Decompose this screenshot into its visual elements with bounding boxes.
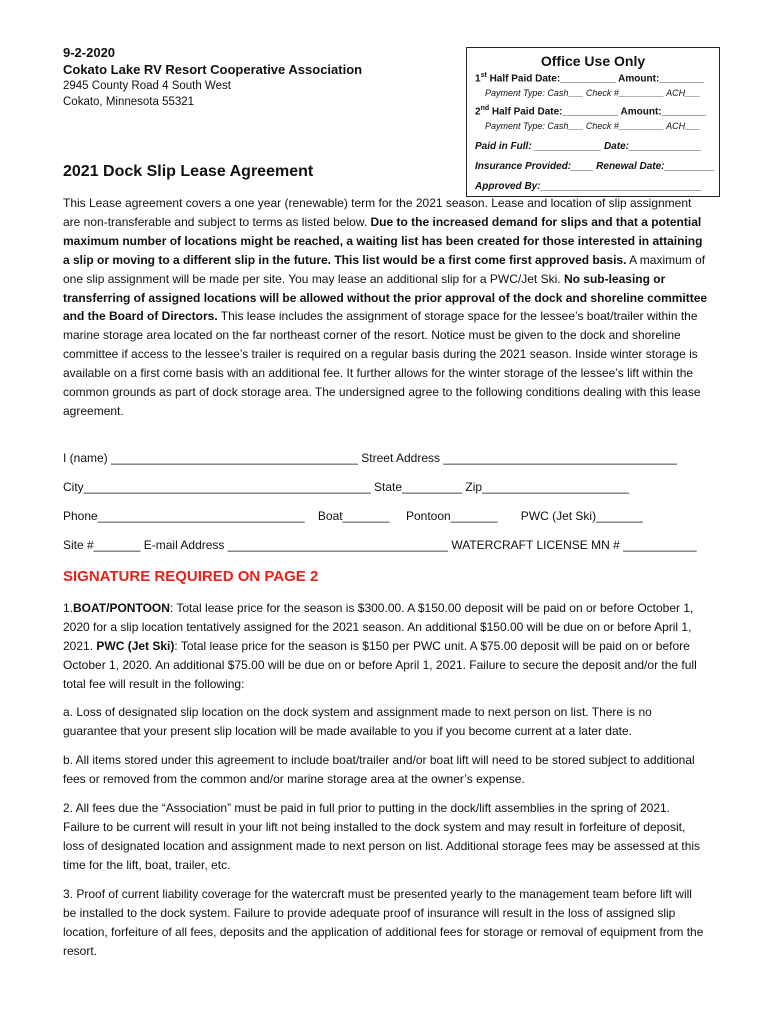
office-use-box [466,47,720,197]
address-line-2: Cokato, Minnesota 55321 [63,96,195,108]
first-half-paid-line: 1st Half Paid Date:__________ Amount:________ [475,72,704,85]
form-line-city-state-zip[interactable]: City___________________________________________ State_________ Zip______________________ [63,480,629,494]
form-line-name-street[interactable]: I (name) _____________________________________ Street Address ___________________________________ [63,451,677,465]
paid-in-full-line: Paid in Full: ____________ Date:_____________ [475,141,702,152]
term-2-paragraph: 2. All fees due the “Association” must be paid in full prior to putting in the dock/lift assemblies in the spring of 2021. Failure to be current will result in your lift not being installed to the dock system and may result in forfeiture of deposit, loss of designated location and assignment made to next person on list. Additional storage fees may be assessed at this time for the lift, boat, trailer, etc. [63,801,701,872]
form-line-site-email-license[interactable]: Site #_______ E-mail Address _________________________________ WATERCRAFT LICENSE MN # ___________ [63,538,697,552]
document-title: 2021 Dock Slip Lease Agreement [63,163,314,180]
payment-type-line-2: Payment Type: Cash___ Check #_________ ACH___ [485,121,701,131]
association-header [63,44,362,110]
document-date: 9-2-2020 [63,45,116,60]
intro-paragraph: This Lease agreement covers a one year (renewable) term for the 2021 season. Lease and location of slip assignment are non-transferable and subject to terms as listed below. Due to the increased demand for slips and that a potential maximum number of locations might be reached, a waiting list has been created for those interested in attaining a slip or moving to a different slip in the future. This list would be a first come first approved basis. A maximum of one slip assignment will be made per site. You may lease an additional slip for a PWC/Jet Ski. No sub-leasing or transferring of assigned locations will be allowed without the prior approval of the dock and shoreline committee and the Board of Directors. This lease includes the assignment of storage space for the lessee’s boat/trailer within the marine storage area located on the far northeast corner of the resort. Notice must be given to the dock and shoreline committee if access to the lessee’s trailer is required on a regular basis during the 2021 season. Inside winter storage is available on a first come basis with an additional fee. It further allows for the winter storage of the lessee’s lift within the common grounds as part of dock storage area. The undersigned agree to the following conditions dealing with this lease agreement. [63,196,708,418]
association-name: Cokato Lake RV Resort Cooperative Association [63,62,363,77]
term-1-paragraph: 1.BOAT/PONTOON: Total lease price for the season is $300.00. A $150.00 deposit will be paid on or before October 1, 2020 for a slip location tentatively assigned for the 2021 season. An additional $150.00 will be due on or before April 1, 2021. PWC (Jet Ski): Total lease price for the season is $150 per PWC unit. A $75.00 deposit will be paid on or before October 1, 2020. An additional $75.00 will be due on or before April 1, 2021. Failure to secure the deposit and/or the full total fee will result in the following: [63,601,697,691]
term-a-paragraph: a. Loss of designated slip location on the dock system and assignment made to next person on list. There is no guarantee that your present slip location will be made available to you if you become current at a later date. [63,705,652,738]
second-half-paid-line: 2nd Half Paid Date:__________ Amount:________ [475,105,707,118]
term-b-paragraph: b. All items stored under this agreement to include boat/trailer and/or boat lift will need to be stored subject to additional fees or removed from the common and/or marine storage area at the owner’s expense. [63,753,695,786]
payment-type-line-1: Payment Type: Cash___ Check #_________ ACH___ [485,88,701,98]
term-3-paragraph: 3. Proof of current liability coverage for the watercraft must be presented yearly to the management team before lift will be installed to the dock system. Failure to provide adequate proof of insurance will result in the loss of assigned slip location, forfeiture of all fees, deposits and the application of additional fees for storage or removal of equipment from the resort. [63,887,704,958]
approved-by-line: Approved By:_____________________________ [475,181,702,192]
address-line-1: 2945 County Road 4 South West [63,80,231,92]
form-line-phone-boat[interactable]: Phone_______________________________ Boat_______ Pontoon_______ PWC (Jet Ski)_______ [63,509,643,523]
signature-required-notice: SIGNATURE REQUIRED ON PAGE 2 [63,568,319,585]
office-use-title: Office Use Only [540,53,646,69]
insurance-renewal-line: Insurance Provided:____ Renewal Date:_________ [475,161,715,172]
